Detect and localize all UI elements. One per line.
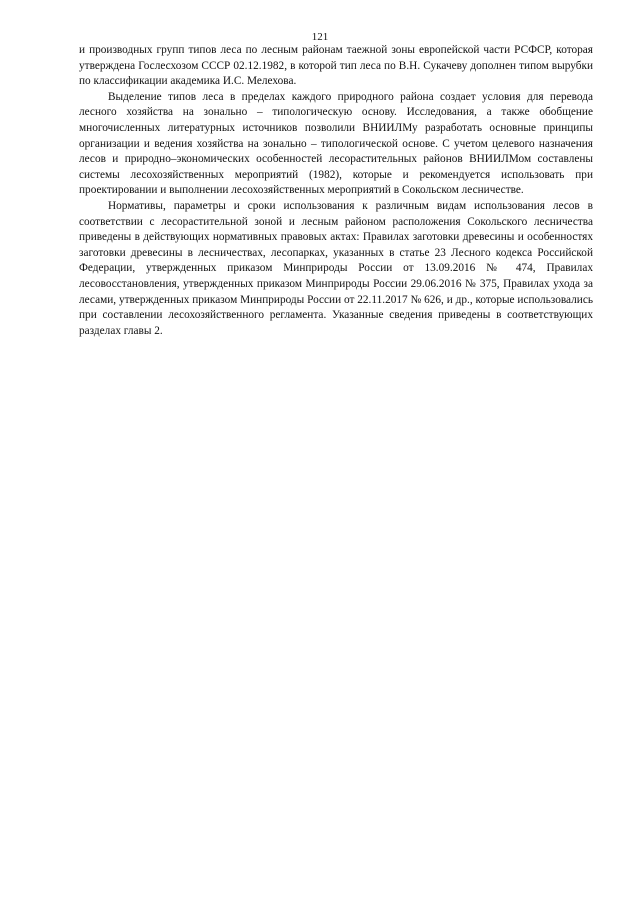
paragraph-norms-regulations: Нормативы, параметры и сроки использования к различным видам использования лесов в соответствии с лесорастительной зоной и лесным районом расположения Сокольского лесничества приведены в действующих нормативных правовых актах: Правилах заготовки древесины и особенностях заготовки древесины в лесничествах, лесопарках, указанных в статье 23 Лесного кодекса Российской Федерации, утвержденных приказом Минприроды России от 13.09.2016 № 474, Правилах лесовосстановления, утвержденных приказом Минприроды России 29.06.2016 № 375, Правилах ухода за лесами, утвержденных приказом Минприроды России от 22.11.2017 № 626, и др., которые использовались при составлении лесохозяйственного регламента. Указанные сведения приведены в соответствующих разделах главы 2. [79, 199, 593, 337]
paragraph-continuation: и производных групп типов леса по лесным районам таежной зоны европейской части РСФСР, которая утверждена Гослесхозом СССР 02.12.1982, в которой тип леса по В.Н. Сукачеву дополнен типом вырубки по классификации академика И.С. Мелехова. [79, 44, 593, 88]
paragraph-forest-types: Выделение типов леса в пределах каждого природного района создает условия для перевода лесного хозяйства на зонально – типологическую основу. Исследования, а также обобщение многочисленных литературных источников позволили ВНИИЛМу разработать основные принципы организации и ведения хозяйства на зонально – типологической основе. С учетом целевого назначения лесов и природно–экономических особенностей лесорастительных районов ВНИИЛМом составлены системы лесохозяйственных мероприятий (1982), которые и рекомендуется использовать при проектировании и выполнении лесохозяйственных мероприятий в Сокольском лесничестве. [79, 90, 593, 197]
page-number: 121 [311, 31, 329, 43]
page-body [79, 43, 593, 339]
